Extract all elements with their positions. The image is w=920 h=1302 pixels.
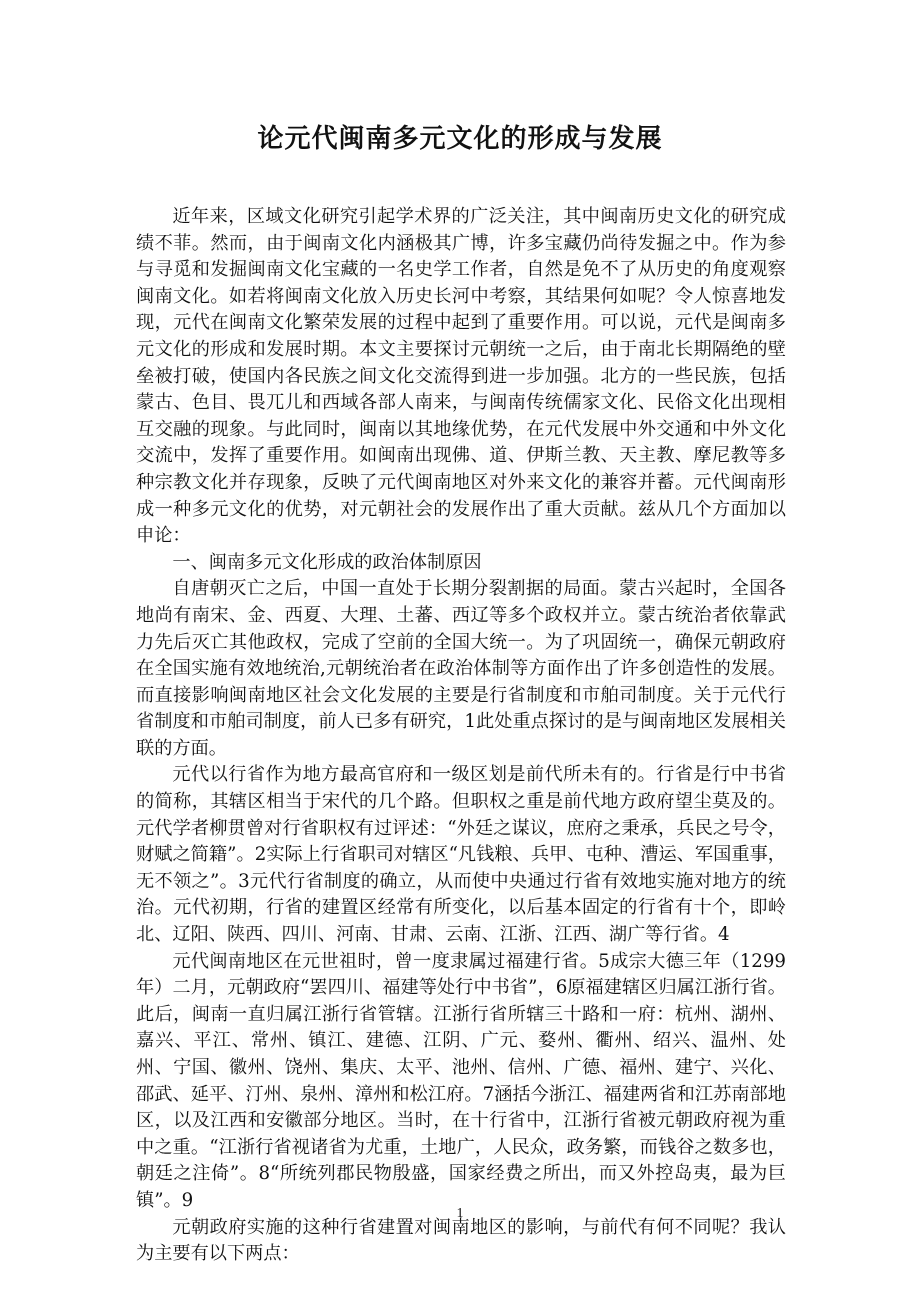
page-number: 1: [456, 1206, 464, 1221]
page-title: 论元代闽南多元文化的形成与发展: [257, 124, 663, 154]
paragraph: 元朝政府实施的这种行省建置对闽南地区的影响，与前代有何不同呢？我认为主要有以下两点：: [136, 1216, 786, 1265]
paragraph-intro: 近年来，区域文化研究引起学术界的广泛关注，其中闽南历史文化的研究成绩不菲。然而，由于闽南文化内涵极其广博，许多宝藏仍尚待发掘之中。作为参与寻觅和发掘闽南文化宝藏的一名史学工作者，自然是免不了从历史的角度观察闽南文化。如若将闽南文化放入历史长河中考察，其结果何如呢？令人惊喜地发现，元代在闽南文化繁荣发展的过程中起到了重要作用。可以说，元代是闽南多元文化的形成和发展时期。本文主要探讨元朝统一之后，由于南北长期隔绝的壁垒被打破，使国内各民族之间文化交流得到进一步加强。北方的一些民族，包括蒙古、色目、畏兀儿和西域各部人南来，与闽南传统儒家文化、民俗文化出现相互交融的现象。与此同时，闽南以其地缘优势，在元代发展中外交通和中外文化交流中，发挥了重要作用。如闽南出现佛、道、伊斯兰教、天主教、摩尼教等多种宗教文化并存现象，反映了元代闽南地区对外来文化的兼容并蓄。元代闽南形成一种多元文化的优势，对元朝社会的发展作出了重大贡献。兹从几个方面加以申论：: [136, 206, 786, 547]
section-heading: 一、闽南多元文化形成的政治体制原因: [172, 551, 482, 573]
article-body: [136, 204, 786, 1268]
paragraph: 元代以行省作为地方最高官府和一级区划是前代所未有的。行省是行中书省的简称，其辖区相当于宋代的几个路。但职权之重是前代地方政府望尘莫及的。元代学者柳贯曾对行省职权有过评述：“外廷之谋议，庶府之秉承，兵民之号令，财赋之简籍”。2实际上行省职司对辖区“凡钱粮、兵甲、屯种、漕运、军国重事，无不领之”。3元代行省制度的确立，从而使中央通过行省有效地实施对地方的统治。元代初期，行省的建置区经常有所变化，以后基本固定的行省有十个，即岭北、辽阳、陕西、四川、河南、甘肃、云南、江浙、江西、湖广等行省。4: [136, 764, 786, 946]
paragraph: 自唐朝灭亡之后，中国一直处于长期分裂割据的局面。蒙古兴起时，全国各地尚有南宋、金、西夏、大理、土蕃、西辽等多个政权并立。蒙古统治者依靠武力先后灭亡其他政权，完成了空前的全国大统一。为了巩固统一，确保元朝政府在全国实施有效地统治,元朝统治者在政治体制等方面作出了许多创造性的发展。而直接影响闽南地区社会文化发展的主要是行省制度和市舶司制度。关于元代行省制度和市舶司制度，前人已多有研究，1此处重点探讨的是与闽南地区发展相关联的方面。: [136, 578, 786, 759]
paragraph: 元代闽南地区在元世祖时，曾一度隶属过福建行省。5成宗大德三年（1299年）二月，元朝政府“罢四川、福建等处行中书省”，6原福建辖区归属江浙行省。此后，闽南一直归属江浙行省管辖。江浙行省所辖三十路和一府：杭州、湖州、嘉兴、平江、常州、镇江、建德、江阴、广元、婺州、衢州、绍兴、温州、处州、宁国、徽州、饶州、集庆、太平、池州、信州、广德、福州、建宁、兴化、邵武、延平、汀州、泉州、漳州和松江府。7涵括今浙江、福建两省和江苏南部地区，以及江西和安徽部分地区。当时，在十行省中，江浙行省被元朝政府视为重中之重。“江浙行省视诸省为尤重，土地广，人民众，政务繁，而钱谷之数多也，朝廷之注倚”。8“所统列郡民物殷盛，国家经费之所出，而又外控岛夷，最为巨镇”。9: [136, 950, 786, 1211]
